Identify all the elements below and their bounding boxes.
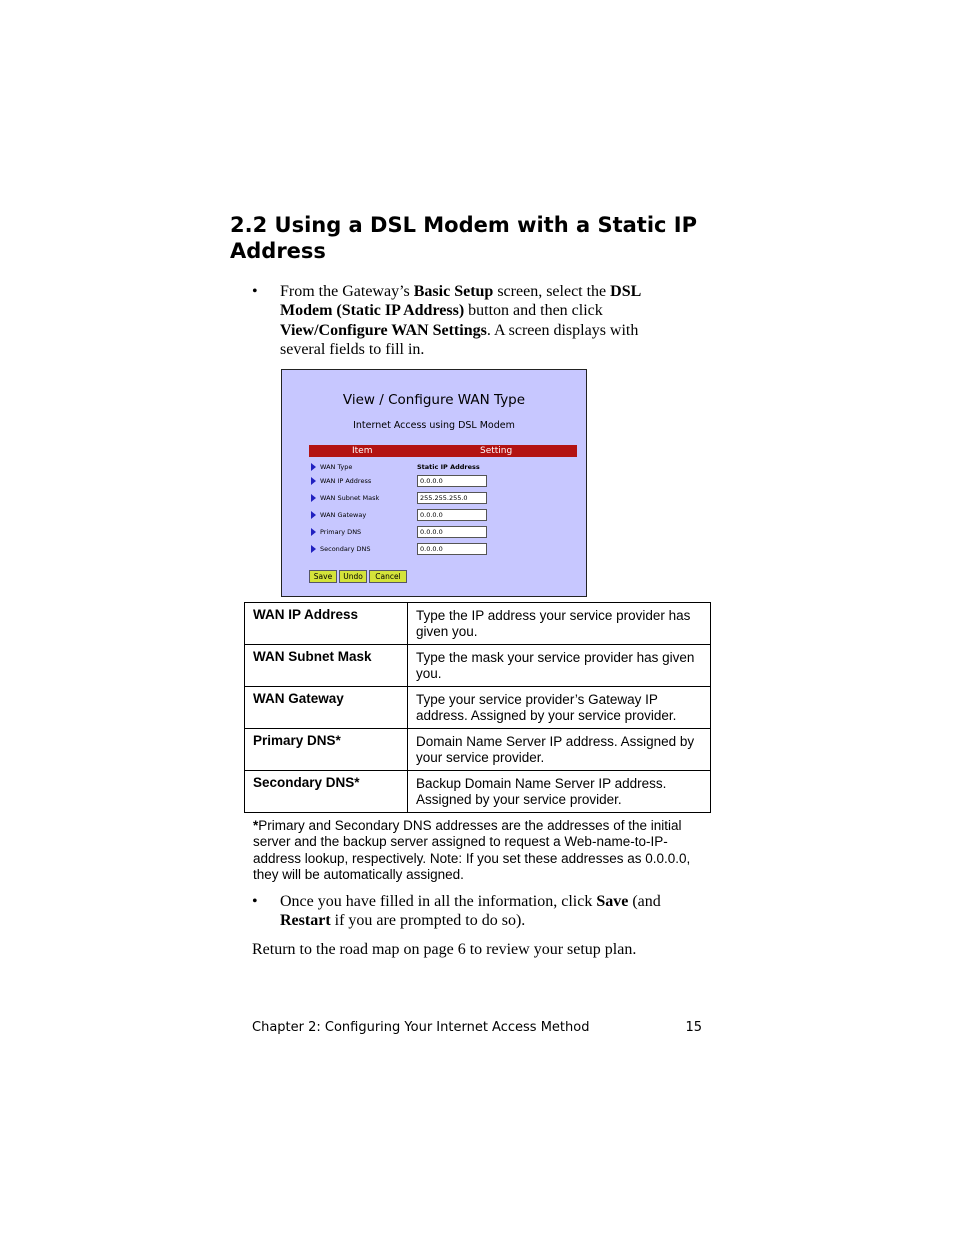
section-heading: 2.2 Using a DSL Modem with a Static IP Address xyxy=(230,213,697,263)
bold-save: Save xyxy=(596,893,629,910)
text-run: button and then click xyxy=(464,302,603,320)
term-cell: Primary DNS* xyxy=(245,729,408,771)
undo-button[interactable]: Undo xyxy=(339,570,367,583)
term-cell: WAN Subnet Mask xyxy=(245,645,408,687)
wan-subnet-input[interactable]: 255.255.255.0 xyxy=(417,492,487,504)
footnote-text: Primary and Secondary DNS addresses are the addresses of the initial server and the backup server assigned to request a Web-name-to-IP-address lookup, respectively. Note: If you set these addresses as 0.0.0.0, they will be automatically assigned. xyxy=(253,818,691,882)
bullet-text xyxy=(280,892,675,931)
return-paragraph: Return to the road map on page 6 to review your setup plan. xyxy=(252,941,637,958)
dns-footnote xyxy=(253,818,709,883)
wan-ip-input[interactable]: 0.0.0.0 xyxy=(417,475,487,487)
text-run: screen, select the xyxy=(493,283,611,300)
bullet-dot: • xyxy=(252,893,258,910)
bold-view-configure: View/Configure WAN Settings xyxy=(280,321,487,339)
row-label: WAN Subnet Mask xyxy=(320,494,380,502)
bold-dsl-modem-static: DSL Modem (Static IP Address) xyxy=(280,283,641,320)
arrow-icon xyxy=(311,545,316,553)
footnote-star: * xyxy=(253,818,259,833)
table-row xyxy=(245,771,711,813)
row-wan-type xyxy=(311,461,571,475)
row-label: WAN Gateway xyxy=(320,511,367,519)
header-item: Item xyxy=(352,446,373,456)
footer-chapter: Chapter 2: Configuring Your Internet Access Method xyxy=(252,1020,590,1035)
row-wan-gateway xyxy=(311,509,571,523)
panel-subtitle: Internet Access using DSL Modem xyxy=(353,420,515,431)
row-label: WAN Type xyxy=(320,463,353,471)
primary-dns-input[interactable]: 0.0.0.0 xyxy=(417,526,487,538)
arrow-icon xyxy=(311,528,316,536)
text-run: From the Gateway’s xyxy=(280,283,414,300)
bold-restart: Restart xyxy=(280,912,331,930)
bullet-dot: • xyxy=(252,283,258,300)
page-number: 15 xyxy=(685,1020,702,1035)
settings-table-header xyxy=(309,445,577,457)
wan-type-value: Static IP Address xyxy=(417,463,480,471)
row-label: Primary DNS xyxy=(320,528,362,536)
text-run: Once you have filled in all the information, click xyxy=(280,893,597,910)
row-label: WAN IP Address xyxy=(320,477,372,485)
page-footer xyxy=(252,1020,702,1035)
field-definitions-table xyxy=(244,602,711,813)
table-row xyxy=(245,729,711,771)
panel-title: View / Configure WAN Type xyxy=(342,392,526,408)
term-cell: Secondary DNS* xyxy=(245,771,408,813)
wan-config-screenshot xyxy=(281,369,587,597)
bold-basic-setup: Basic Setup xyxy=(413,283,494,300)
bullet-text xyxy=(280,282,675,359)
row-wan-subnet xyxy=(311,492,571,506)
desc-cell: Backup Domain Name Server IP address. Assigned by your service provider. xyxy=(408,771,711,813)
arrow-icon xyxy=(311,494,316,502)
table-row xyxy=(245,687,711,729)
cancel-button[interactable]: Cancel xyxy=(369,570,407,583)
secondary-dns-input[interactable]: 0.0.0.0 xyxy=(417,543,487,555)
row-primary-dns xyxy=(311,526,571,540)
row-wan-ip xyxy=(311,475,571,489)
row-secondary-dns xyxy=(311,543,571,557)
table-row xyxy=(245,603,711,645)
save-button[interactable]: Save xyxy=(309,570,337,583)
row-label: Secondary DNS xyxy=(320,545,371,553)
arrow-icon xyxy=(311,511,316,519)
term-cell: WAN IP Address xyxy=(245,603,408,645)
desc-cell: Type your service provider’s Gateway IP address. Assigned by your service provider. xyxy=(408,687,711,729)
arrow-icon xyxy=(311,477,316,485)
arrow-icon xyxy=(311,463,316,471)
wan-gateway-input[interactable]: 0.0.0.0 xyxy=(417,509,487,521)
term-cell: WAN Gateway xyxy=(245,687,408,729)
table-row xyxy=(245,645,711,687)
text-run: if you are prompted to do so). xyxy=(330,912,526,930)
text-run: (and xyxy=(628,893,661,910)
text-run: . A screen displays with several fields to fill in. xyxy=(280,321,639,358)
header-setting: Setting xyxy=(480,446,513,456)
desc-cell: Domain Name Server IP address. Assigned by your service provider. xyxy=(408,729,711,771)
desc-cell: Type the IP address your service provider has given you. xyxy=(408,603,711,645)
desc-cell: Type the mask your service provider has given you. xyxy=(408,645,711,687)
